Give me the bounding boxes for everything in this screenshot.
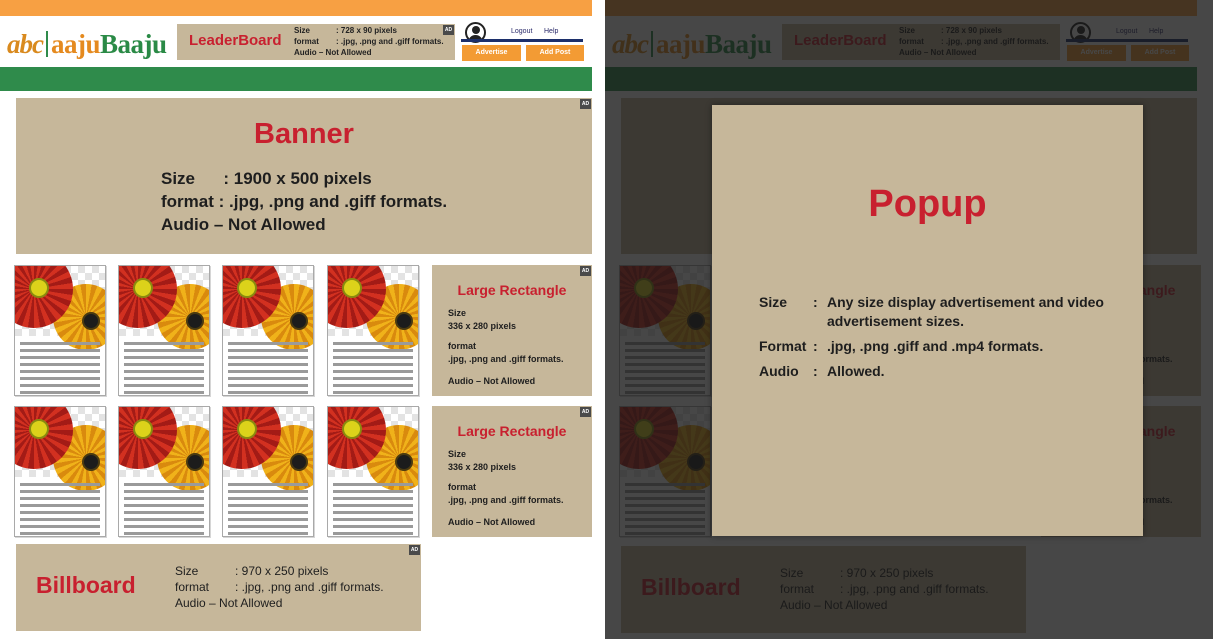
audio-text: Audio – Not Allowed xyxy=(448,517,536,527)
format-label: Format xyxy=(759,338,807,354)
format-value: .jpg, .png and .giff formats. xyxy=(448,354,564,364)
ad-badge: AD xyxy=(444,27,453,33)
size-value: Any size display advertisement and video advertisement sizes. xyxy=(827,294,1104,329)
size-value: 336 x 280 pixels xyxy=(448,321,517,331)
leaderboard-specs xyxy=(294,25,444,58)
size-label: Size xyxy=(448,308,467,318)
flower-thumbnail xyxy=(119,266,209,336)
format-label: format xyxy=(448,482,477,492)
advertise-button[interactable]: Advertise xyxy=(462,45,521,61)
audio-text: Audio – Not Allowed xyxy=(175,596,283,610)
audio-label: Audio xyxy=(759,363,799,379)
top-orange-strip xyxy=(0,0,592,16)
popup-specs xyxy=(759,293,1104,381)
size-label: Size xyxy=(448,449,467,459)
format-line: format : .jpg, .png and .giff formats. xyxy=(161,192,448,211)
text-placeholder-lines xyxy=(124,342,204,394)
ad-badge: AD xyxy=(410,547,419,553)
flower-thumbnail xyxy=(328,266,418,336)
content-card[interactable] xyxy=(14,265,106,396)
flower-thumbnail xyxy=(119,407,209,477)
banner-specs xyxy=(161,167,447,236)
flower-thumbnail xyxy=(328,407,418,477)
content-card[interactable] xyxy=(327,406,419,537)
format-value: : .jpg, .png and .giff formats. xyxy=(336,37,444,46)
ad-badge: AD xyxy=(581,268,590,274)
leaderboard-ad[interactable] xyxy=(177,24,455,60)
flower-thumbnail xyxy=(223,266,313,336)
site-logo[interactable] xyxy=(7,27,167,61)
logo-abc-mark: abc xyxy=(7,28,43,59)
billboard-ad[interactable] xyxy=(16,544,421,631)
large-rectangle-ad[interactable] xyxy=(432,406,592,537)
format-label: format xyxy=(294,37,319,46)
logo-wordmark: aajuBaaju xyxy=(50,28,167,59)
logo-divider xyxy=(46,31,48,57)
format-value: : .jpg, .png and .giff formats. xyxy=(235,580,384,594)
leaderboard-title: LeaderBoard xyxy=(189,32,282,49)
text-placeholder-lines xyxy=(228,483,308,535)
text-placeholder-lines xyxy=(124,483,204,535)
layout-preview-right-popup xyxy=(605,0,1213,639)
add-post-button[interactable]: Add Post xyxy=(526,45,584,61)
size-label: Size xyxy=(175,564,199,578)
large-rectangle-ad[interactable] xyxy=(432,265,592,396)
colon: : xyxy=(813,363,818,379)
size-line: Size : 1900 x 500 pixels xyxy=(161,169,372,188)
audio-text: Audio – Not Allowed xyxy=(448,376,536,386)
text-placeholder-lines xyxy=(20,483,100,535)
flower-thumbnail xyxy=(223,407,313,477)
page-mockup xyxy=(0,0,605,639)
content-card[interactable] xyxy=(222,406,314,537)
ad-badge: AD xyxy=(581,101,590,107)
billboard-title: Billboard xyxy=(36,572,136,598)
text-placeholder-lines xyxy=(228,342,308,394)
large-rectangle-title: Large Rectangle xyxy=(457,423,567,439)
format-value: .jpg, .png and .giff formats. xyxy=(448,495,564,505)
help-link[interactable]: Help xyxy=(544,28,559,35)
format-label: format xyxy=(448,341,477,351)
flower-thumbnail xyxy=(15,266,105,336)
large-rectangle-specs xyxy=(448,307,564,388)
popup-title: Popup xyxy=(868,183,987,225)
size-value: 336 x 280 pixels xyxy=(448,462,517,472)
format-value: .jpg, .png .giff and .mp4 formats. xyxy=(827,338,1044,354)
content-card[interactable] xyxy=(118,265,210,396)
format-label: format xyxy=(175,580,210,594)
layout-preview-left xyxy=(0,0,605,639)
flower-thumbnail xyxy=(15,407,105,477)
popup-ad[interactable] xyxy=(712,105,1143,536)
banner-title: Banner xyxy=(254,118,354,150)
nav-bar xyxy=(0,67,592,91)
size-label: Size xyxy=(294,26,311,35)
large-rectangle-specs xyxy=(448,448,564,529)
content-card[interactable] xyxy=(222,265,314,396)
size-value: : 728 x 90 pixels xyxy=(336,26,397,35)
audio-line: Audio – Not Allowed xyxy=(161,215,326,234)
text-placeholder-lines xyxy=(333,342,413,394)
size-value: : 970 x 250 pixels xyxy=(235,564,329,578)
logout-link[interactable]: Logout xyxy=(511,28,533,35)
ad-badge: AD xyxy=(581,409,590,415)
colon: : xyxy=(813,338,818,354)
banner-ad[interactable] xyxy=(16,98,592,254)
colon: : xyxy=(813,294,818,310)
user-divider xyxy=(461,39,583,42)
content-card[interactable] xyxy=(14,406,106,537)
content-card[interactable] xyxy=(327,265,419,396)
size-label: Size xyxy=(759,294,788,310)
billboard-specs xyxy=(175,563,384,611)
audio-value: Allowed. xyxy=(827,363,885,379)
text-placeholder-lines xyxy=(333,483,413,535)
text-placeholder-lines xyxy=(20,342,100,394)
content-card[interactable] xyxy=(118,406,210,537)
large-rectangle-title: Large Rectangle xyxy=(457,282,567,298)
audio-text: Audio – Not Allowed xyxy=(294,48,372,57)
